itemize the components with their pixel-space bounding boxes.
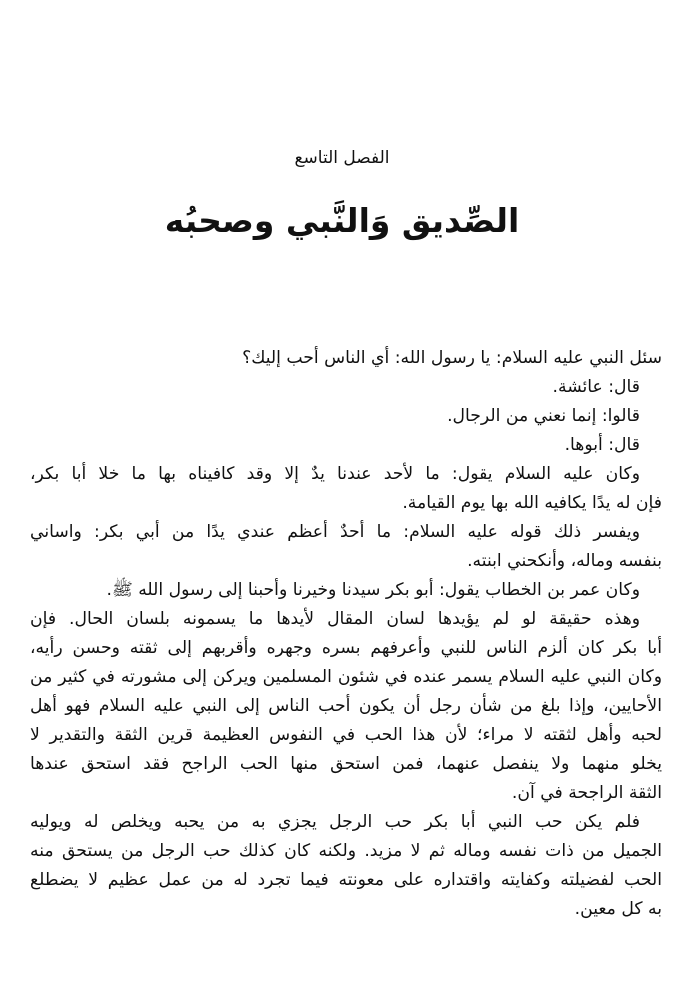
body-line: لحبه وأهل لثقته لا مراء؛ لأن هذا الحب في النفوس العظيمة قرين الثقة والتقدير لا (30, 725, 662, 745)
body-line: سئل النبي عليه السلام: يا رسول الله: أي الناس أحب إليك؟ (242, 348, 662, 368)
body-line: يخلو منهما ولا ينفصل عنهما، فمن استحق منها الحب الراجح فقد استحق عندها (30, 754, 662, 774)
body-line: فإن له يدًا يكافيه الله بها يوم القيامة. (402, 493, 662, 513)
body-line: قال: عائشة. (552, 377, 640, 397)
body-line: الثقة الراجحة في آن. (511, 783, 662, 803)
body-text (30, 344, 662, 924)
body-line: الأحايين، وإذا بلغ من شأن رجل أن يكون أحب الناس إلى النبي عليه السلام فهو أهل (30, 696, 662, 716)
body-line: أبا بكر كان ألزم الناس للنبي وأعرفهم بسره وجهره وأقربهم إلى ثقته وحسن رأيه، (30, 638, 662, 658)
chapter-title: الصِّديق وَالنَّبي وصحبُه (164, 201, 520, 240)
body-line: بنفسه وماله، وأنكحني ابنته. (467, 551, 662, 571)
body-line: وهذه حقيقة لو لم يؤيدها لسان المقال لأيدها ما يسمونه بلسان الحال. فإن (30, 609, 640, 629)
body-line: الحب لفضيلته وكفايته واقتداره على معونته فيما تجرد له من عمل عظيم لا يضطلع (30, 870, 662, 890)
body-line: وكان عمر بن الخطاب يقول: أبو بكر سيدنا وخيرنا وأحبنا إلى رسول الله ﷺ. (106, 580, 640, 600)
body-line: قال: أبوها. (564, 435, 640, 455)
body-line: به كل معين. (574, 899, 662, 919)
chapter-label: الفصل التاسع (294, 148, 390, 168)
body-line: وكان النبي عليه السلام يسمر عنده في شئون المسلمين ويركن إلى مشورته في كثير من (30, 667, 662, 687)
body-line: فلم يكن حب النبي أبا بكر حب الرجل يجزي به من يحبه ويخلص له ويوليه (30, 812, 640, 832)
body-line: الجميل من ذات نفسه وماله ثم لا مزيد. ولكنه كان كذلك حب الرجل من يستحق منه (30, 841, 662, 861)
body-line: وكان عليه السلام يقول: ما لأحد عندنا يدٌ إلا وقد كافيناه بها ما خلا أبا بكر، (30, 464, 640, 484)
body-line: قالوا: إنما نعني من الرجال. (447, 406, 640, 426)
body-line: ويفسر ذلك قوله عليه السلام: ما أحدٌ أعظم عندي يدًا من أبي بكر: واساني (30, 522, 640, 542)
